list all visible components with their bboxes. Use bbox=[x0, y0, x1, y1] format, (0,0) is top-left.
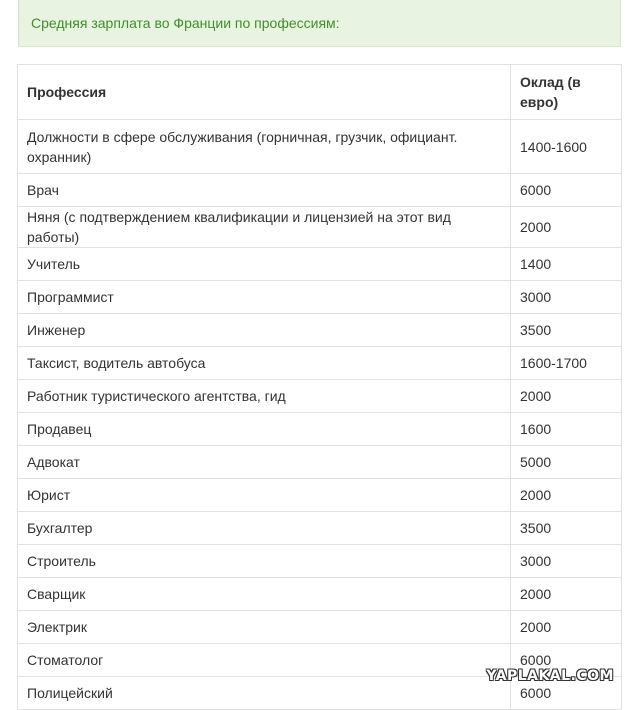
table-row bbox=[18, 120, 622, 174]
profession-cell: Учитель bbox=[18, 248, 511, 281]
profession-cell: Электрик bbox=[18, 611, 511, 644]
salary-cell: 2000 bbox=[511, 479, 622, 512]
salary-cell: 3500 bbox=[511, 314, 622, 347]
salary-cell: 6000 bbox=[511, 644, 622, 677]
profession-cell: Юрист bbox=[18, 479, 511, 512]
salary-cell: 1600 bbox=[511, 413, 622, 446]
salary-cell: 2000 bbox=[511, 380, 622, 413]
table-row bbox=[18, 248, 622, 281]
table-row bbox=[18, 545, 622, 578]
salary-cell: 2000 bbox=[511, 578, 622, 611]
profession-cell: Бухгалтер bbox=[18, 512, 511, 545]
watermark: YAPLAKAL.COM bbox=[486, 668, 614, 684]
salary-table bbox=[17, 64, 622, 710]
profession-cell: Продавец bbox=[18, 413, 511, 446]
salary-cell: 1600-1700 bbox=[511, 347, 622, 380]
salary-cell: 1400-1600 bbox=[511, 120, 622, 174]
table-row bbox=[18, 314, 622, 347]
profession-cell: Таксист, водитель автобуса bbox=[18, 347, 511, 380]
table-header-row bbox=[18, 65, 622, 120]
table-row bbox=[18, 512, 622, 545]
salary-cell: 2000 bbox=[511, 611, 622, 644]
profession-column-header: Профессия bbox=[18, 65, 511, 120]
table-row bbox=[18, 174, 622, 207]
salary-cell: 6000 bbox=[511, 174, 622, 207]
table-row bbox=[18, 611, 622, 644]
salary-cell: 3000 bbox=[511, 281, 622, 314]
table-row bbox=[18, 281, 622, 314]
table-row bbox=[18, 413, 622, 446]
profession-cell: Полицейский bbox=[18, 677, 511, 710]
salary-cell: 1400 bbox=[511, 248, 622, 281]
table-row bbox=[18, 380, 622, 413]
profession-cell: Стоматолог bbox=[18, 644, 511, 677]
profession-cell: Программист bbox=[18, 281, 511, 314]
table-row bbox=[18, 446, 622, 479]
profession-cell: Строитель bbox=[18, 545, 511, 578]
salary-cell: 3500 bbox=[511, 512, 622, 545]
profession-cell: Сварщик bbox=[18, 578, 511, 611]
table-row bbox=[18, 479, 622, 512]
salary-column-header: Оклад (в евро) bbox=[511, 65, 622, 120]
table-row bbox=[18, 578, 622, 611]
profession-cell: Адвокат bbox=[18, 446, 511, 479]
salary-cell: 5000 bbox=[511, 446, 622, 479]
profession-cell: Должности в сфере обслуживания (горничная, грузчик, официант. охранник) bbox=[18, 120, 511, 174]
salary-cell: 3000 bbox=[511, 545, 622, 578]
table-row bbox=[18, 347, 622, 380]
salary-notice: Средняя зарплата во Франции по профессиям: bbox=[18, 0, 621, 47]
table-row bbox=[18, 207, 622, 248]
profession-cell: Врач bbox=[18, 174, 511, 207]
salary-cell: 6000 bbox=[511, 677, 622, 710]
profession-cell: Инженер bbox=[18, 314, 511, 347]
profession-cell: Няня (с подтверждением квалификации и лицензией на этот вид работы) bbox=[18, 207, 511, 248]
profession-cell: Работник туристического агентства, гид bbox=[18, 380, 511, 413]
salary-cell: 2000 bbox=[511, 207, 622, 248]
